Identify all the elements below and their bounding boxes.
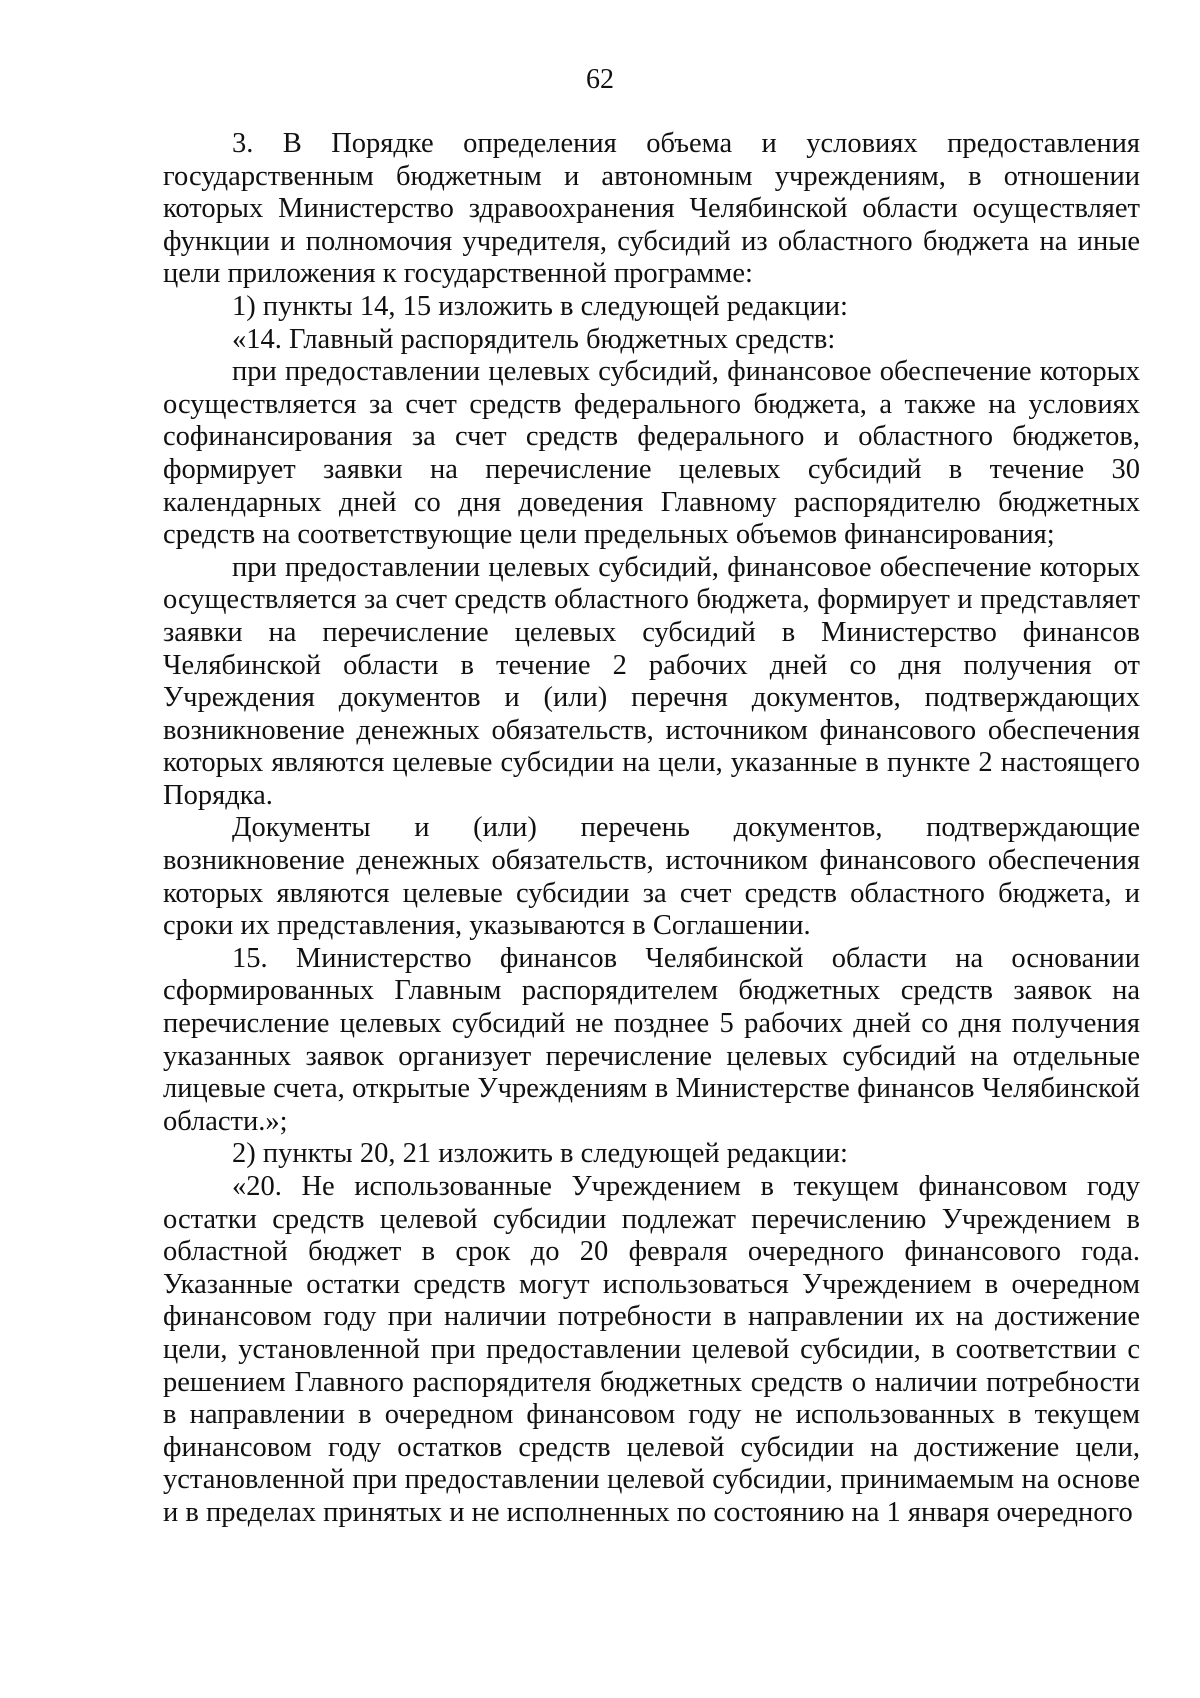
document-body — [163, 128, 1140, 1530]
paragraph-point-20: «20. Не использованные Учреждением в текущем финансовом году остатки средств целевой субсидии подлежат перечислению Учреждением в областной бюджет в срок до 20 февраля очередного финансового года. Указанные остатки средств могут использоваться Учреждением в очередном финансовом году при наличии потребности в направлении их на достижение цели, установленной при предоставлении целевой субсидии, в соответствии с решением Главного распорядителя бюджетных средств о наличии потребности в направлении в очередном финансовом году не использованных в текущем финансовом году остатков средств целевой субсидии на достижение цели, установленной при предоставлении целевой субсидии, принимаемым на основе и в пределах принятых и не исполненных по состоянию на 1 января очередного — [163, 1171, 1140, 1528]
paragraph-item-3: 3. В Порядке определения объема и условиях предоставления государственным бюджетным и автономным учреждениям, в отношении которых Министерство здравоохранения Челябинской области осуществляет функции и полномочия учредителя, субсидий из областного бюджета на иные цели приложения к государственной программе: — [163, 128, 1140, 290]
paragraph-documents: Документы и (или) перечень документов, подтверждающие возникновение денежных обязательств, источником финансового обеспечения которых являются целевые субсидии за счет средств областного бюджета, и сроки их представления, указываются в Соглашении. — [163, 812, 1140, 942]
paragraph-point-14: «14. Главный распорядитель бюджетных средств: — [232, 323, 836, 355]
paragraph-subitem-1: 1) пункты 14, 15 изложить в следующей редакции: — [232, 290, 848, 322]
paragraph-point-15: 15. Министерство финансов Челябинской области на основании сформированных Главным распорядителем бюджетных средств заявок на перечисление целевых субсидий не позднее 5 рабочих дней со дня получения указанных заявок организует перечисление целевых субсидий на отдельные лицевые счета, открытые Учреждениям в Министерстве финансов Челябинской области.»; — [163, 942, 1140, 1137]
page-number: 62 — [586, 64, 614, 95]
paragraph-regional-subsidies: при предоставлении целевых субсидий, финансовое обеспечение которых осуществляется за счет средств областного бюджета, формирует и представляет заявки на перечисление целевых субсидий в Министерство финансов Челябинской области в течение 2 рабочих дней со дня получения от Учреждения документов и (или) перечня документов, подтверждающих возникновение денежных обязательств, источником финансового обеспечения которых являются целевые субсидии на цели, указанные в пункте 2 настоящего Порядка. — [163, 551, 1140, 811]
paragraph-federal-subsidies: при предоставлении целевых субсидий, финансовое обеспечение которых осуществляется за счет средств федерального бюджета, а также на условиях софинансирования за счет средств федерального и областного бюджетов, формирует заявки на перечисление целевых субсидий в течение 30 календарных дней со дня доведения Главному распорядителю бюджетных средств на соответствующие цели предельных объемов финансирования; — [163, 356, 1140, 551]
paragraph-subitem-2: 2) пункты 20, 21 изложить в следующей редакции: — [232, 1138, 848, 1170]
